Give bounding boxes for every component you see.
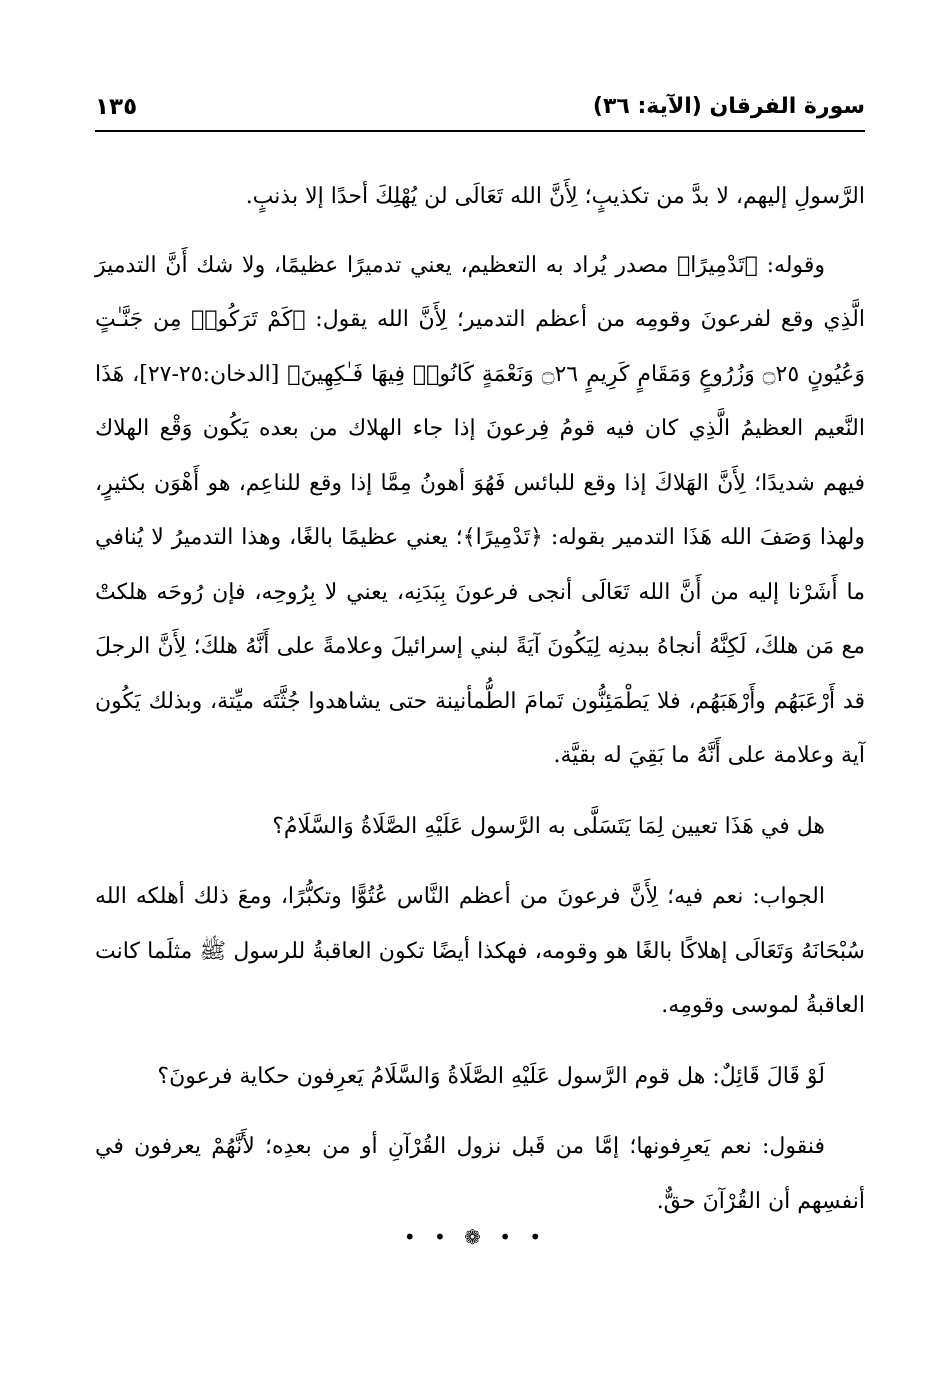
paragraph-continuation: الرَّسولِ إليهم، لا بدَّ من تكذيبٍ؛ لِأَنَّ الله تَعَالَى لن يُهْلِكَ أحدًا إلا بذنبٍ. xyxy=(245,184,865,209)
paragraph-objection: لَوْ قَالَ قَائِلٌ: هل قوم الرَّسول عَلَيْهِ الصَّلَاةُ وَالسَّلَامُ يَعرِفون حكاية فرعونَ؟ xyxy=(157,1063,825,1089)
paragraph-reply: فنقول: نعم يَعرِفونها؛ إمَّا من قَبل نزول القُرْآنِ أو من بعدِه؛ لأَنَّهُمْ يعرفون في أنفسِهم أن القُرْآنَ حقٌّ. xyxy=(95,1134,865,1214)
page-body xyxy=(95,170,865,1229)
page-header xyxy=(95,92,865,128)
paragraph-question: هل في هَذَا تعيين لِمَا يَتَسَلَّى به الرَّسول عَلَيْهِ الصَّلَاةُ وَالسَّلَامُ؟ xyxy=(272,813,825,839)
header-divider xyxy=(95,130,865,132)
running-title: سورة الفرقان (الآية: ٣٦) xyxy=(592,94,865,119)
paragraph-answer: الجواب: نعم فيه؛ لِأَنَّ فرعونَ من أعظم النَّاس عُتُوًّا وتكبُّرًا، ومعَ ذلك أهلكه الله سُبْحَانَهُ وَتَعَالَى إهلاكًا بالغًا هو وقومه، فهكذا أيضًا تكون العاقبةُ للرسول ﷺ مثلَما كانت العاقبةُ لموسى وقومِه. xyxy=(95,884,865,1018)
footer-ornament: • • ❁ • • xyxy=(403,1225,548,1249)
page-number: ١٣٥ xyxy=(95,94,138,120)
paragraph-tadmir-explanation: وقوله: ﴿تَدْمِيرًا﴾ مصدر يُراد به التعظيم، يعني تدميرًا عظيمًا، ولا شك أَنَّ التدميرَ الَّذِي وقع لفرعونَ وقومِه من أعظم التدمير؛ لِأَنَّ الله يقول: ﴿كَمْ تَرَكُوا۟ مِن جَنَّـٰتٍ وَعُيُونٍ ۝٢٥ وَزُرُوعٍ وَمَقَامٍ كَرِيمٍ ۝٢٦ وَنَعْمَةٍ كَانُوا۟ فِيهَا فَـٰكِهِينَ﴾ [الدخان:٢٥-٢٧]، هَذَا النَّعيم العظيمُ الَّذِي كان فيه قومُ فِرعونَ إذا جاء الهلاك من بعده يَكُون وَقْع الهلاك فيهم شديدًا؛ لِأَنَّ الهَلاكَ إذا وقع للبائس فَهُوَ أهونُ مِمَّا إذا وقع للناعِم، هو أَهْوَن بكثيرٍ، ولهذا وَصَفَ الله هَذَا التدمير بقوله: ﴿تَدْمِيرًا﴾؛ يعني عظيمًا بالغًا، وهذا التدميرُ لا يُنافي ما أَشَرْنا إليه من أَنَّ الله تَعَالَى أنجى فرعونَ بِبَدَنِه، يعني لا بِرُوحِه، فإن رُوحَه هلكتْ مع مَن هلكَ، لَكِنَّهُ أنجاهُ ببدنِه لِيَكُونَ آيَةً لبني إسرائيلَ وعلامةً على أَنَّهُ هلكَ؛ لِأَنَّ الرجلَ قد أَرْعَبَهُم وأَرْهَبَهُم، فلا يَطْمَئِنُّون تَمامَ الطُّمأنينة حتى يشاهدوا جُثَّتَه ميِّتة، وبذلك يَكُون آية وعلامة على أَنَّهُ ما بَقِيَ له بقيَّة. xyxy=(95,252,865,768)
